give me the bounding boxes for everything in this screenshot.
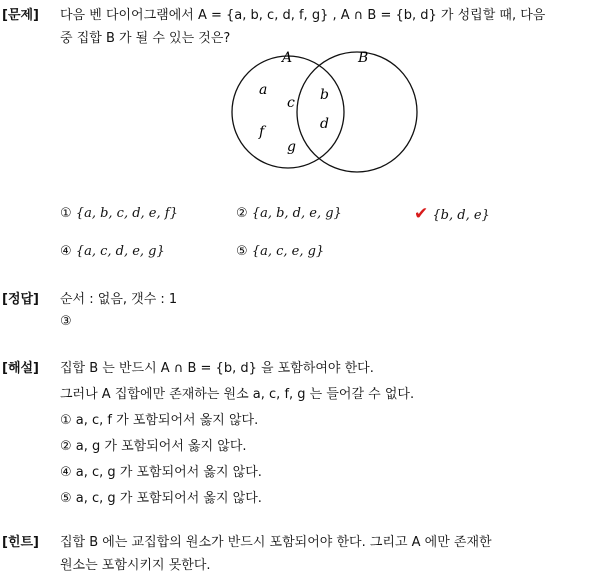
check-icon: ✔	[414, 204, 429, 224]
option-5-number: ⑤	[236, 244, 248, 259]
explanation-line-3: ① a, c, f 가 포함되어서 옳지 않다.	[60, 413, 259, 428]
hint-line-2: 원소는 포함시키지 못한다.	[60, 558, 211, 573]
option-5[interactable]	[236, 244, 324, 259]
set-b-label: B	[358, 50, 369, 66]
option-4-text: {a, c, d, e, g}	[75, 244, 165, 259]
option-3-text: {b, d, e}	[432, 208, 490, 223]
hint-line-1: 집합 B 에는 교집합의 원소가 반드시 포함되어야 한다. 그리고 A 에만 존재한	[60, 535, 492, 550]
explanation-line-1: 집합 B 는 반드시 A ∩ B = {b, d} 을 포함하여야 한다.	[60, 361, 374, 376]
answer-line-2: ③	[60, 314, 72, 329]
venn-diagram	[226, 44, 426, 174]
element-f: f	[259, 124, 265, 140]
explanation-line-4: ② a, g 가 포함되어서 옳지 않다.	[60, 439, 247, 454]
problem-line-1: 다음 벤 다이어그램에서 A = {a, b, c, d, f, g} , A ∩ B = {b, d} 가 성립할 때, 다음	[60, 8, 546, 23]
element-a: a	[259, 82, 268, 98]
set-a-label: A	[282, 50, 293, 66]
hint-tag: [힌트]	[2, 535, 39, 550]
problem-tag: [문제]	[2, 8, 39, 23]
option-4[interactable]	[60, 244, 165, 259]
explanation-line-2: 그러나 A 집합에만 존재하는 원소 a, c, f, g 는 들어갈 수 없다.	[60, 387, 415, 402]
explanation-line-5: ④ a, c, g 가 포함되어서 옳지 않다.	[60, 465, 262, 480]
explanation-line-6: ⑤ a, c, g 가 포함되어서 옳지 않다.	[60, 491, 262, 506]
element-c: c	[287, 95, 295, 111]
answer-tag: [정답]	[2, 292, 39, 307]
option-2[interactable]	[236, 206, 342, 221]
option-3[interactable]	[414, 204, 490, 224]
element-g: g	[287, 139, 296, 155]
option-5-text: {a, c, e, g}	[251, 244, 325, 259]
answer-line-1: 순서 : 없음, 갯수 : 1	[60, 292, 178, 307]
option-2-text: {a, b, d, e, g}	[251, 206, 342, 221]
explanation-tag: [해설]	[2, 361, 39, 376]
element-d: d	[320, 116, 329, 132]
option-4-number: ④	[60, 244, 72, 259]
set-b-circle	[297, 52, 417, 172]
option-1-number: ①	[60, 206, 72, 221]
problem-line-2: 중 집합 B 가 될 수 있는 것은?	[60, 31, 231, 46]
option-2-number: ②	[236, 206, 248, 221]
element-b: b	[320, 87, 329, 103]
option-1-text: {a, b, c, d, e, f}	[75, 206, 178, 221]
option-1[interactable]	[60, 206, 178, 221]
